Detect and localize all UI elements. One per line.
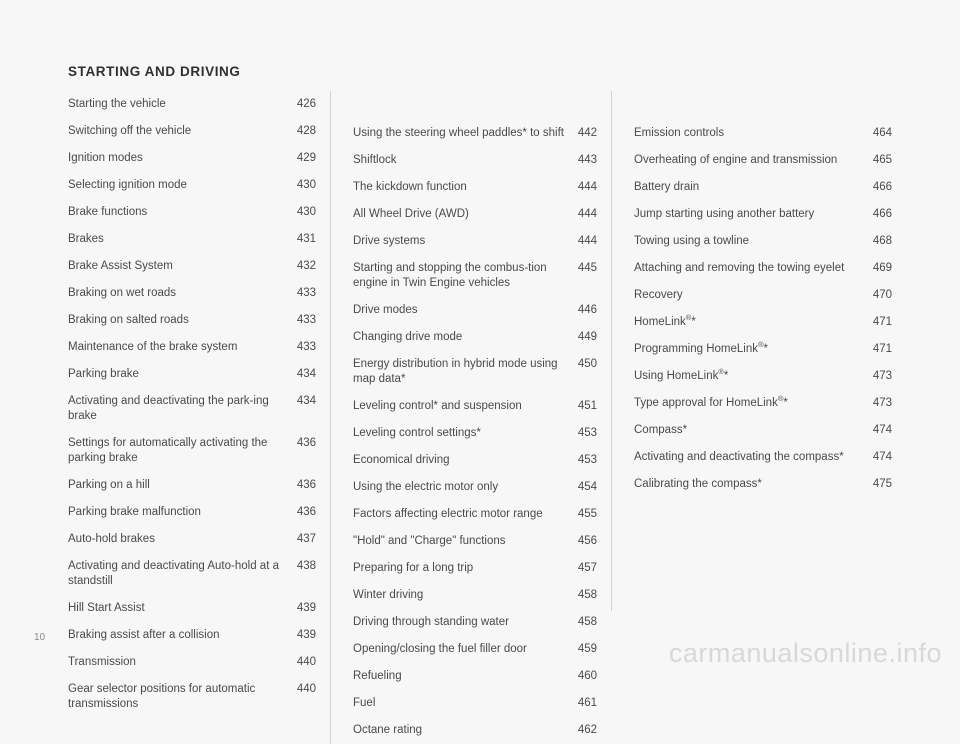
toc-entry[interactable]	[353, 228, 597, 255]
toc-entry-label: Leveling control settings*	[353, 427, 481, 439]
toc-entry-page: 430	[296, 179, 316, 191]
toc-entry-page: 444	[577, 181, 597, 193]
toc-entry-page: 464	[872, 127, 892, 139]
toc-entry-label: Economical driving	[353, 454, 450, 466]
toc-entry[interactable]	[353, 147, 597, 174]
toc-entry[interactable]	[353, 501, 597, 528]
toc-entry-label: Energy distribution in hybrid mode using map data*	[353, 358, 558, 385]
toc-entry[interactable]	[634, 120, 892, 147]
toc-entry[interactable]	[634, 390, 892, 417]
toc-entry-page: 443	[577, 154, 597, 166]
toc-entry[interactable]	[68, 595, 316, 622]
toc-entry-page: 440	[296, 683, 316, 695]
toc-entry-page: 430	[296, 206, 316, 218]
toc-entry[interactable]	[68, 553, 316, 595]
toc-entry-page: 436	[296, 479, 316, 491]
toc-entry-page: 446	[577, 304, 597, 316]
toc-entry-page: 438	[296, 560, 316, 572]
toc-entry-page: 433	[296, 341, 316, 353]
toc-entry[interactable]	[68, 199, 316, 226]
toc-entry-label: Braking on salted roads	[68, 314, 189, 326]
toc-entry[interactable]	[68, 388, 316, 430]
toc-entry[interactable]	[353, 609, 597, 636]
toc-entry-page: 469	[872, 262, 892, 274]
toc-entry-label: Activating and deactivating the compass*	[634, 451, 844, 463]
toc-entry[interactable]	[634, 363, 892, 390]
toc-entry[interactable]	[68, 361, 316, 388]
toc-entry-label: Attaching and removing the towing eyelet	[634, 262, 845, 274]
toc-entry[interactable]	[634, 147, 892, 174]
toc-entry-page: 442	[577, 127, 597, 139]
toc-entry-label: Battery drain	[634, 181, 700, 193]
toc-entry-label: Recovery	[634, 289, 683, 301]
toc-entry-page: 437	[296, 533, 316, 545]
toc-entry-label: Type approval for HomeLink®*	[634, 394, 788, 409]
toc-entry-label: Overheating of engine and transmission	[634, 154, 838, 166]
toc-entry[interactable]	[353, 255, 597, 297]
toc-entry-label: Using the electric motor only	[353, 481, 499, 493]
toc-entry[interactable]	[353, 582, 597, 609]
toc-entry-page: 458	[577, 616, 597, 628]
toc-entry[interactable]	[353, 174, 597, 201]
toc-entry[interactable]	[68, 307, 316, 334]
toc-entry-page: 461	[577, 697, 597, 709]
toc-entry-label: Gear selector positions for automatic transmissions	[68, 683, 256, 710]
toc-entry-label: Brake functions	[68, 206, 148, 218]
toc-entry[interactable]	[634, 282, 892, 309]
toc-entry-label: Auto-hold brakes	[68, 533, 155, 545]
toc-entry[interactable]	[68, 253, 316, 280]
toc-entry-page: 445	[577, 262, 597, 274]
toc-entry-page: 453	[577, 427, 597, 439]
toc-entry-label: Programming HomeLink®*	[634, 340, 769, 355]
toc-entry-page: 428	[296, 125, 316, 137]
toc-entry-page: 468	[872, 235, 892, 247]
toc-entry[interactable]	[68, 91, 316, 118]
toc-entry-label: Leveling control* and suspension	[353, 400, 522, 412]
toc-entry[interactable]	[353, 120, 597, 147]
toc-entry-label: Activating and deactivating Auto-hold at a standstill	[68, 560, 279, 587]
watermark: carmanualsonline.info	[668, 638, 942, 668]
toc-entry-label: Switching off the vehicle	[68, 125, 192, 137]
toc-entry[interactable]	[634, 471, 892, 498]
toc-entry-label: Selecting ignition mode	[68, 179, 187, 191]
toc-entry-page: 473	[872, 370, 892, 382]
toc-entry-page: 466	[872, 208, 892, 220]
toc-entry[interactable]	[68, 172, 316, 199]
toc-entry-page: 470	[872, 289, 892, 301]
toc-entry-page: 433	[296, 287, 316, 299]
toc-entry-page: 449	[577, 331, 597, 343]
toc-entry-page: 433	[296, 314, 316, 326]
toc-entry[interactable]	[68, 280, 316, 307]
toc-entry[interactable]	[353, 351, 597, 393]
toc-list-1	[68, 91, 316, 718]
toc-entry-label: Shiftlock	[353, 154, 397, 166]
toc-entry[interactable]	[634, 444, 892, 471]
toc-entry-page: 436	[296, 506, 316, 518]
toc-entry[interactable]	[68, 118, 316, 145]
toc-entry-label: Fuel	[353, 697, 376, 709]
toc-entry-label: Opening/closing the fuel filler door	[353, 643, 527, 655]
toc-entry-page: 426	[296, 98, 316, 110]
toc-entry-page: 439	[296, 602, 316, 614]
toc-entry-page: 432	[296, 260, 316, 272]
toc-entry-label: Starting and stopping the combus-tion engine in Twin Engine vehicles	[353, 262, 547, 289]
toc-entry-label: Refueling	[353, 670, 402, 682]
toc-entry-label: Winter driving	[353, 589, 424, 601]
toc-entry-label: Using HomeLink®*	[634, 367, 729, 382]
toc-entry-page: 458	[577, 589, 597, 601]
toc-entry-label: "Hold" and "Charge" functions	[353, 535, 506, 547]
toc-list-3	[634, 120, 892, 498]
toc-entry-label: Calibrating the compass*	[634, 478, 762, 490]
toc-entry-page: 457	[577, 562, 597, 574]
toc-entry[interactable]	[353, 690, 597, 717]
toc-entry[interactable]	[634, 309, 892, 336]
toc-entry[interactable]	[68, 649, 316, 676]
toc-entry[interactable]	[353, 717, 597, 744]
toc-entry[interactable]	[353, 324, 597, 351]
toc-entry[interactable]	[68, 472, 316, 499]
toc-entry[interactable]	[634, 255, 892, 282]
toc-entry-label: Emission controls	[634, 127, 725, 139]
toc-entry[interactable]	[68, 334, 316, 361]
toc-entry-label: Settings for automatically activating the parking brake	[68, 437, 268, 464]
toc-entry[interactable]	[353, 420, 597, 447]
toc-entry[interactable]	[634, 201, 892, 228]
page-number: 10	[34, 632, 46, 643]
toc-entry-label: The kickdown function	[353, 181, 467, 193]
toc-entry-page: 439	[296, 629, 316, 641]
toc-entry-page: 436	[296, 437, 316, 449]
toc-entry-page: 460	[577, 670, 597, 682]
toc-entry-page: 473	[872, 397, 892, 409]
toc-entry[interactable]	[353, 555, 597, 582]
toc-entry-label: Jump starting using another battery	[634, 208, 815, 220]
toc-entry-label: Using the steering wheel paddles* to shift	[353, 127, 564, 139]
toc-entry-label: Compass*	[634, 424, 688, 436]
toc-entry[interactable]	[353, 474, 597, 501]
toc-entry-label: Transmission	[68, 656, 136, 668]
toc-entry-page: 444	[577, 235, 597, 247]
toc-entry-page: 455	[577, 508, 597, 520]
toc-entry-label: Starting the vehicle	[68, 98, 166, 110]
toc-entry[interactable]	[68, 226, 316, 253]
toc-entry-label: Parking on a hill	[68, 479, 150, 491]
toc-entry[interactable]	[634, 336, 892, 363]
toc-entry-label: Braking on wet roads	[68, 287, 177, 299]
toc-entry-page: 434	[296, 368, 316, 380]
toc-entry[interactable]	[353, 528, 597, 555]
toc-entry[interactable]	[68, 499, 316, 526]
toc-entry-page: 474	[872, 424, 892, 436]
toc-column-3	[611, 91, 892, 611]
toc-list-2	[353, 120, 597, 744]
toc-entry[interactable]	[353, 393, 597, 420]
toc-entry-label: Activating and deactivating the park-ing brake	[68, 395, 269, 422]
toc-entry-label: Brakes	[68, 233, 104, 245]
toc-entry-label: All Wheel Drive (AWD)	[353, 208, 469, 220]
toc-entry-label: Brake Assist System	[68, 260, 173, 272]
toc-entry[interactable]	[68, 676, 316, 718]
toc-entry-page: 440	[296, 656, 316, 668]
toc-column-2	[330, 91, 611, 744]
toc-entry-label: Parking brake	[68, 368, 139, 380]
toc-entry[interactable]	[68, 622, 316, 649]
toc-entry-page: 454	[577, 481, 597, 493]
toc-entry[interactable]	[68, 145, 316, 172]
toc-entry-page: 462	[577, 724, 597, 736]
toc-entry-label: Hill Start Assist	[68, 602, 145, 614]
toc-entry-page: 459	[577, 643, 597, 655]
toc-entry-label: Drive modes	[353, 304, 418, 316]
toc-entry-label: Braking assist after a collision	[68, 629, 220, 641]
page-title: STARTING AND DRIVING	[68, 64, 241, 79]
toc-entry-page: 429	[296, 152, 316, 164]
toc-entry-page: 471	[872, 343, 892, 355]
toc-entry-label: Maintenance of the brake system	[68, 341, 238, 353]
toc-entry[interactable]	[634, 228, 892, 255]
toc-entry-page: 471	[872, 316, 892, 328]
toc-column-1	[68, 91, 330, 718]
toc-entry-page: 456	[577, 535, 597, 547]
toc-entry-page: 474	[872, 451, 892, 463]
toc-entry-label: Towing using a towline	[634, 235, 750, 247]
toc-entry[interactable]	[68, 526, 316, 553]
toc-entry-label: Driving through standing water	[353, 616, 509, 628]
toc-entry-label: HomeLink®*	[634, 313, 696, 328]
toc-entry[interactable]	[634, 417, 892, 444]
toc-entry-page: 465	[872, 154, 892, 166]
toc-entry[interactable]	[634, 174, 892, 201]
toc-entry-page: 475	[872, 478, 892, 490]
toc-entry[interactable]	[353, 447, 597, 474]
toc-entry-label: Preparing for a long trip	[353, 562, 474, 574]
toc-entry-page: 451	[577, 400, 597, 412]
toc-entry-page: 434	[296, 395, 316, 407]
toc-entry-label: Octane rating	[353, 724, 423, 736]
toc-entry-page: 431	[296, 233, 316, 245]
toc-entry-page: 453	[577, 454, 597, 466]
toc-entry-label: Ignition modes	[68, 152, 143, 164]
toc-entry-label: Changing drive mode	[353, 331, 463, 343]
toc-entry[interactable]	[68, 430, 316, 472]
toc-entry[interactable]	[353, 636, 597, 663]
toc-entry[interactable]	[353, 201, 597, 228]
toc-entry-label: Drive systems	[353, 235, 426, 247]
toc-entry-page: 444	[577, 208, 597, 220]
toc-entry-page: 466	[872, 181, 892, 193]
toc-entry-label: Factors affecting electric motor range	[353, 508, 543, 520]
toc-entry[interactable]	[353, 297, 597, 324]
toc-entry-label: Parking brake malfunction	[68, 506, 201, 518]
toc-entry-page: 450	[577, 358, 597, 370]
